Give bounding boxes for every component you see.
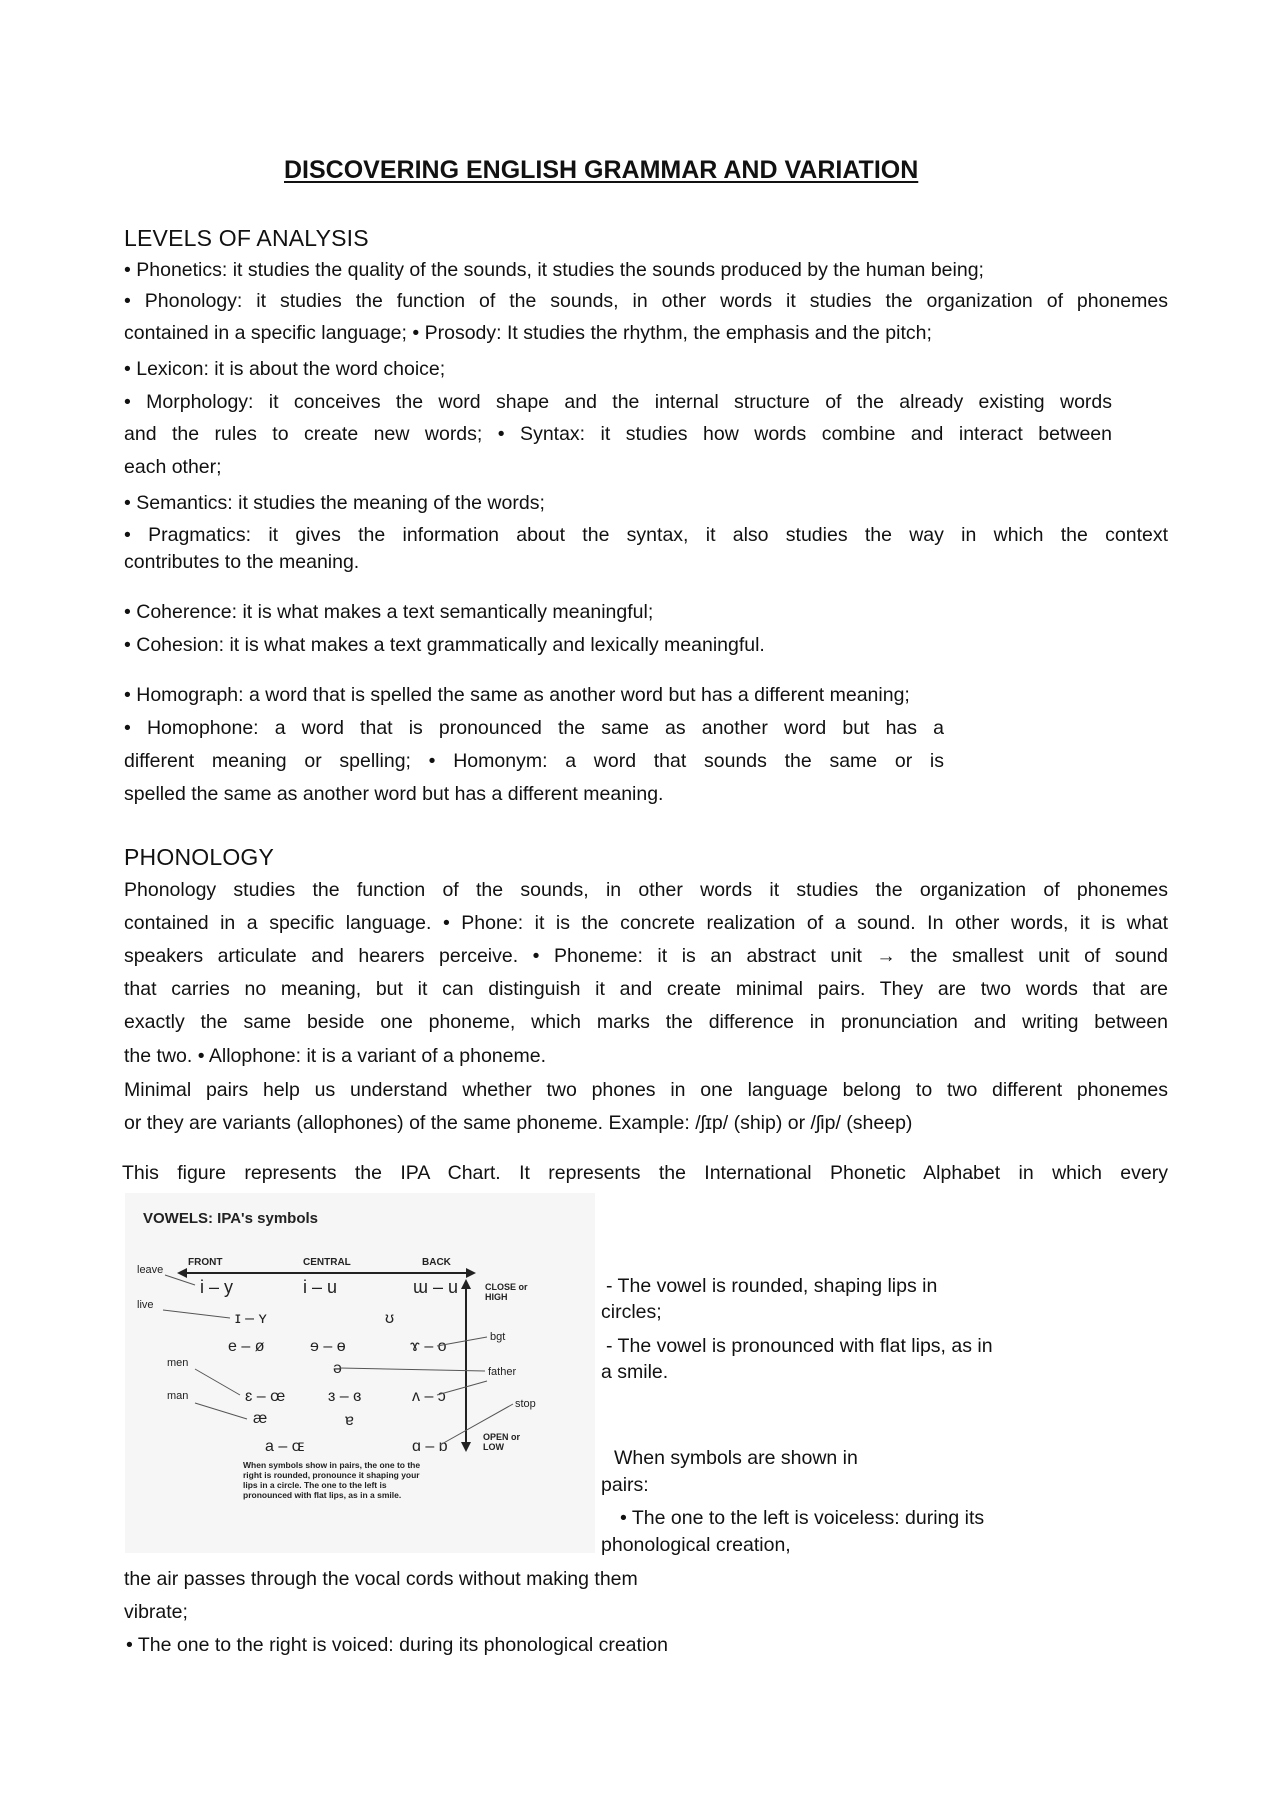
figure-caption: lips in a circle. The one to the left is — [243, 1480, 387, 1490]
vowel-pair: a – ɶ — [265, 1438, 305, 1455]
pointer-line — [195, 1403, 247, 1419]
example-word: men — [167, 1357, 189, 1369]
levels-line: different meaning or spelling; • Homonym: a word that sounds the same or is — [124, 750, 944, 772]
section-heading-levels: LEVELS OF ANALYSIS — [124, 225, 369, 251]
levels-line: • Homophone: a word that is pronounced the same as another word but has a — [124, 717, 944, 739]
pointer-line — [163, 1310, 230, 1318]
phonology-line: that carries no meaning, but it can distinguish it and create minimal pairs. They are two words that are — [124, 978, 1168, 1000]
vowel-pair: ʌ – ɔ — [412, 1388, 446, 1405]
central-label: CENTRAL — [303, 1257, 351, 1268]
vowel-pair: ə — [333, 1360, 342, 1377]
vowel-pair: e – ø — [228, 1338, 265, 1355]
example-word: man — [167, 1390, 189, 1402]
phonology-line: exactly the same beside one phoneme, which marks the difference in pronunciation and writing between — [124, 1011, 1168, 1033]
levels-line: contained in a specific language; • Prosody: It studies the rhythm, the emphasis and the pitch; — [124, 322, 932, 344]
side-text: pairs: — [601, 1474, 649, 1496]
arrow-up-icon — [461, 1279, 471, 1289]
example-word: leave — [137, 1264, 164, 1276]
close-label: CLOSE or — [485, 1282, 528, 1292]
body-line: vibrate; — [124, 1601, 188, 1623]
pointer-line — [195, 1369, 240, 1395]
side-text: • The one to the left is voiceless: during its — [620, 1507, 985, 1529]
vowel-pair: ɤ – o — [410, 1338, 447, 1355]
back-label: BACK — [422, 1257, 451, 1268]
section-heading-phonology: PHONOLOGY — [124, 844, 275, 870]
arrow-right-icon — [466, 1268, 476, 1278]
example-word: stop — [515, 1398, 536, 1410]
arrow-left-icon — [177, 1268, 187, 1278]
vowel-pair: ɛ – œ — [245, 1388, 286, 1405]
levels-line: spelled the same as another word but has a different meaning. — [124, 783, 664, 805]
pointer-line — [340, 1368, 485, 1371]
vowel-pair: i – u — [303, 1277, 338, 1297]
vowel-pair: ɜ – ɞ — [328, 1388, 362, 1405]
levels-line: • Lexicon: it is about the word choice; — [124, 358, 446, 380]
open-label: OPEN or — [483, 1432, 521, 1442]
example-word: bgt — [490, 1331, 506, 1343]
ipa-vowel-chart-figure — [125, 1193, 595, 1553]
figure-title: VOWELS: IPA's symbols — [143, 1210, 318, 1227]
phonology-line: Minimal pairs help us understand whether two phones in one language belong to two different phonemes — [124, 1079, 1168, 1101]
phonology-line: This figure represents the IPA Chart. It represents the International Phonetic Alphabet in which every — [122, 1162, 1168, 1184]
side-text: - The vowel is rounded, shaping lips in — [606, 1275, 938, 1297]
figure-caption: When symbols show in pairs, the one to the — [243, 1460, 421, 1470]
side-text: When symbols are shown in — [614, 1447, 858, 1469]
levels-line: • Cohesion: it is what makes a text grammatically and lexically meaningful. — [124, 634, 765, 656]
levels-line: • Morphology: it conceives the word shape and the internal structure of the already existing words — [124, 391, 1112, 413]
vowel-pair: i – y — [200, 1277, 234, 1297]
figure-caption: right is rounded, pronounce it shaping your — [243, 1470, 420, 1480]
vowel-pair: ɘ – ɵ — [310, 1338, 346, 1355]
side-text: circles; — [601, 1301, 662, 1323]
phonology-line: the two. • Allophone: it is a variant of a phoneme. — [124, 1045, 547, 1067]
vowel-pair: ɪ – ʏ — [235, 1310, 267, 1327]
phonology-line: contained in a specific language. • Phone: it is the concrete realization of a sound. In other words, it is what — [124, 912, 1168, 934]
side-text: - The vowel is pronounced with flat lips, as in — [606, 1335, 993, 1357]
levels-line: • Semantics: it studies the meaning of the words; — [124, 492, 545, 514]
phonology-line: or they are variants (allophones) of the same phoneme. Example: /ʃɪp/ (ship) or /ʃip/ (sheep) — [124, 1112, 913, 1134]
levels-line: contributes to the meaning. — [124, 551, 360, 573]
arrow-down-icon — [461, 1442, 471, 1452]
vowel-pair: ɯ – u — [413, 1277, 459, 1297]
levels-line: • Phonology: it studies the function of the sounds, in other words it studies the organization of phonemes — [124, 290, 1168, 312]
vowel-pair: ɑ – ɒ — [412, 1438, 448, 1455]
page-title: DISCOVERING ENGLISH GRAMMAR AND VARIATION — [284, 156, 919, 184]
phonology-line: speakers articulate and hearers perceive. • Phoneme: it is an abstract unit → the smallest unit of sound — [124, 945, 1168, 967]
example-word: live — [137, 1299, 154, 1311]
levels-line: • Pragmatics: it gives the information about the syntax, it also studies the way in which the context — [124, 524, 1168, 546]
low-label: LOW — [483, 1442, 504, 1452]
levels-line: • Phonetics: it studies the quality of the sounds, it studies the sounds produced by the human being; — [124, 259, 984, 281]
vowel-pair: ʊ — [385, 1310, 395, 1327]
body-line: • The one to the right is voiced: during its phonological creation — [126, 1634, 668, 1656]
levels-line: each other; — [124, 456, 222, 478]
levels-line: • Coherence: it is what makes a text semantically meaningful; — [124, 601, 654, 623]
vowel-pair: ɐ — [345, 1412, 354, 1429]
levels-line: and the rules to create new words; • Syntax: it studies how words combine and interact between — [124, 423, 1112, 445]
pointer-line — [165, 1275, 195, 1285]
figure-caption: pronounced with flat lips, as in a smile. — [243, 1490, 402, 1500]
body-line: the air passes through the vocal cords without making them — [124, 1568, 638, 1590]
example-word: father — [488, 1366, 517, 1378]
side-text: phonological creation, — [601, 1534, 791, 1556]
phonology-line: Phonology studies the function of the sounds, in other words it studies the organization of phonemes — [124, 879, 1168, 901]
levels-line: • Homograph: a word that is spelled the same as another word but has a different meaning; — [124, 684, 910, 706]
side-text: a smile. — [601, 1361, 669, 1383]
high-label: HIGH — [485, 1292, 508, 1302]
vowel-pair: æ — [253, 1410, 268, 1427]
front-label: FRONT — [188, 1257, 223, 1268]
